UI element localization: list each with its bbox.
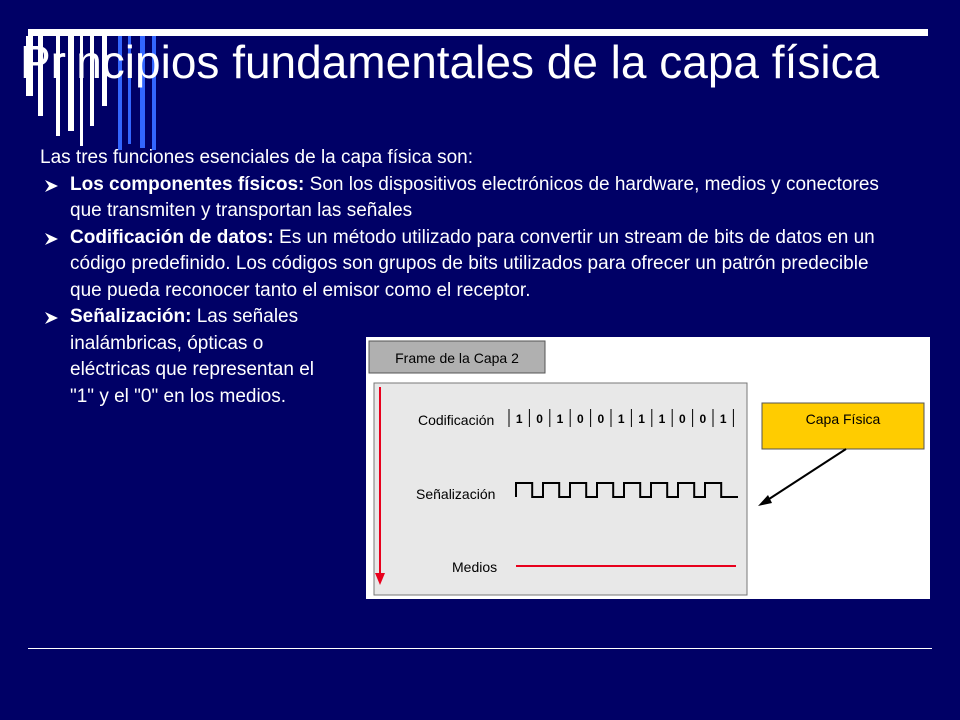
frame-header-label: Frame de la Capa 2 [395, 350, 519, 366]
senalizacion-label: Señalización [416, 486, 496, 502]
bullet-codificacion [40, 225, 890, 305]
bit-value: 1 [515, 412, 523, 426]
bullet-senalizacion [40, 304, 320, 410]
bit-value: 1 [638, 412, 645, 426]
bullet-term: Los componentes físicos: [70, 173, 305, 195]
intro-text: Las tres funciones esenciales de la capa física son: [40, 147, 474, 168]
bit-value: 1 [617, 412, 625, 426]
bullet-term: Señalización: [70, 306, 192, 327]
codificacion-label: Codificación [418, 412, 495, 428]
bullet-text: Son los dispositivos electrónicos de hardware, medios y conectores que transmiten y transportan las señales [70, 173, 879, 221]
bullet-componentes [40, 172, 890, 225]
bit-value: 0 [536, 412, 543, 426]
bit-value: 0 [577, 412, 584, 426]
bit-value: 0 [597, 412, 605, 426]
bit-value: 0 [679, 412, 686, 426]
bullet-text: Es un método utilizado para convertir un stream de bits de datos en un código predefinido. Los códigos son grupos de bits utilizados para ofrecer un patrón predecible que pueda reconocer tanto el emisor como el receptor. [70, 226, 875, 301]
arrow-bullet-icon [44, 232, 60, 246]
medios-label: Medios [452, 559, 498, 575]
bottom-rule [28, 648, 932, 649]
bit-value: 0 [699, 412, 707, 426]
bullet-text: Las señales inalámbricas, ópticas o eléctricas que representan el "1" y el "0" en los medios. [70, 306, 314, 407]
pointer-arrow-line [766, 449, 846, 501]
slide-title: Principios fundamentales de la capa física [20, 36, 880, 88]
bit-value: 1 [658, 412, 666, 426]
pointer-arrow-head [758, 495, 772, 506]
capa-fisica-label: Capa Física [805, 411, 881, 427]
arrow-bullet-icon [44, 311, 60, 325]
bit-value: 1 [719, 412, 727, 426]
bit-sequence [509, 409, 733, 427]
bullet-term: Codificación de datos: [70, 226, 274, 248]
bit-value: 1 [556, 412, 564, 426]
arrow-bullet-icon [44, 179, 60, 193]
physical-layer-diagram [366, 337, 930, 599]
